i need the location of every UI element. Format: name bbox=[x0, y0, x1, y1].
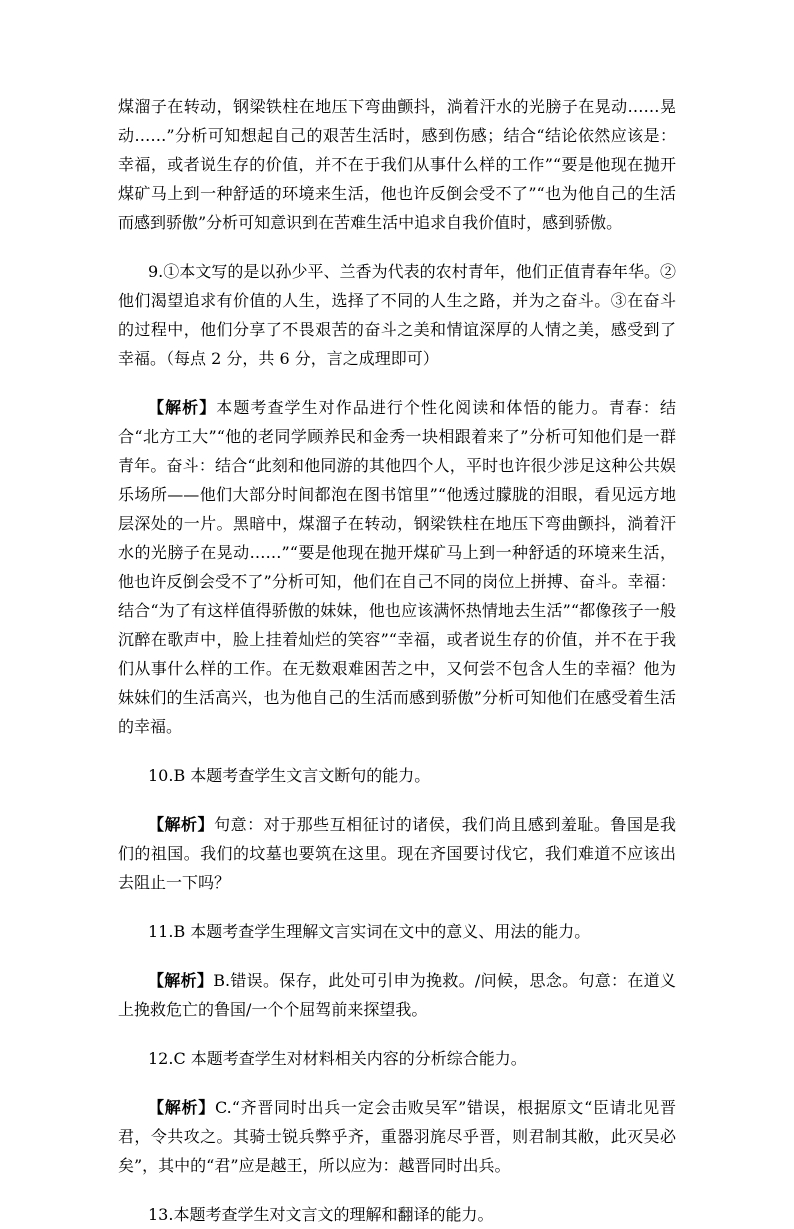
analysis-text: B.错误。保存，此处可引申为挽救。/问候，思念。句意：在道义上挽救危亡的鲁国/一个个屈驾前来探望我。 bbox=[118, 971, 676, 1019]
question-12-analysis bbox=[118, 1093, 676, 1180]
question-12-answer: 12.C 本题考查学生对材料相关内容的分析综合能力。 bbox=[148, 1049, 527, 1068]
analysis-tag: 【解析】 bbox=[148, 398, 217, 417]
analysis-tag: 【解析】 bbox=[148, 1098, 215, 1117]
question-10-analysis bbox=[118, 810, 676, 897]
question-10-answer: 10.B 本题考查学生文言文断句的能力。 bbox=[148, 766, 431, 785]
question-9-analysis bbox=[118, 393, 676, 741]
question-9-answer: 9.①本文写的是以孙少平、兰香为代表的农村青年，他们正值青春年华。②他们渴望追求有价值的人生，选择了不同的人生之路，并为之奋斗。③在奋斗的过程中，他们分享了不畏艰苦的奋斗之美和情谊深厚的人情之美，感受到了幸福。（每点 2 分，共 6 分，言之成理即可） bbox=[118, 262, 676, 368]
question-11-answer: 11.B 本题考查学生理解文言实词在文中的意义、用法的能力。 bbox=[148, 922, 591, 941]
analysis-tag: 【解析】 bbox=[148, 971, 214, 990]
question-13-answer: 13.本题考查学生对文言文的理解和翻译的能力。 bbox=[148, 1205, 494, 1224]
analysis-text: 句意：对于那些互相征讨的诸侯，我们尚且感到羞耻。鲁国是我们的祖国。我们的坟墓也要筑在这里。现在齐国要讨伐它，我们难道不应该出去阻止一下吗？ bbox=[118, 815, 676, 892]
analysis-text: 本题考查学生对作品进行个性化阅读和体悟的能力。青春：结合“北方工大”“他的老同学顾养民和金秀一块相跟着来了”分析可知他们是一群青年。奋斗：结合“此刻和他同游的其他四个人，平时也许很少涉足这种公共娱乐场所——他们大部分时间都泡在图书馆里”“他透过朦胧的泪眼，看见远方地层深处的一片。黑暗中，煤溜子在转动，钢梁铁柱在地压下弯曲颤抖，淌着汗水的光膀子在晃动……”“要是他现在抛开煤矿马上到一种舒适的环境来生活，他也许反倒会受不了”分析可知，他们在自己不同的岗位上拼搏、奋斗。幸福：结合“为了有这样值得骄傲的妹妹，他也应该满怀热情地去生活”“都像孩子一般沉醉在歌声中，脸上挂着灿烂的笑容”“幸福，或者说生存的价值，并不在于我们从事什么样的工作。在无数艰难困苦之中，又何尝不包含人生的幸福？他为妹妹们的生活高兴，也为他自己的生活而感到骄傲”分析可知他们在感受着生活的幸福。 bbox=[118, 398, 676, 736]
analysis-text: C.“齐晋同时出兵一定会击败吴军”错误，根据原文“臣请北见晋君，令共攻之。其骑士锐兵弊乎齐，重器羽旄尽乎晋，则君制其敝，此灭吴必矣”，其中的“君”应是越王，所以应为：越晋同时出兵。 bbox=[118, 1098, 676, 1175]
continued-paragraph: 煤溜子在转动，钢梁铁柱在地压下弯曲颤抖，淌着汗水的光膀子在晃动……晃动……”分析可知想起自己的艰苦生活时，感到伤感；结合“结论依然应该是：幸福，或者说生存的价值，并不在于我们从事什么样的工作”“要是他现在抛开煤矿马上到一种舒适的环境来生活，他也许反倒会受不了”“也为他自己的生活而感到骄傲”分析可知意识到在苦难生活中追求自我价值时，感到骄傲。 bbox=[118, 97, 676, 232]
analysis-tag: 【解析】 bbox=[148, 815, 215, 834]
question-11-analysis bbox=[118, 966, 676, 1024]
